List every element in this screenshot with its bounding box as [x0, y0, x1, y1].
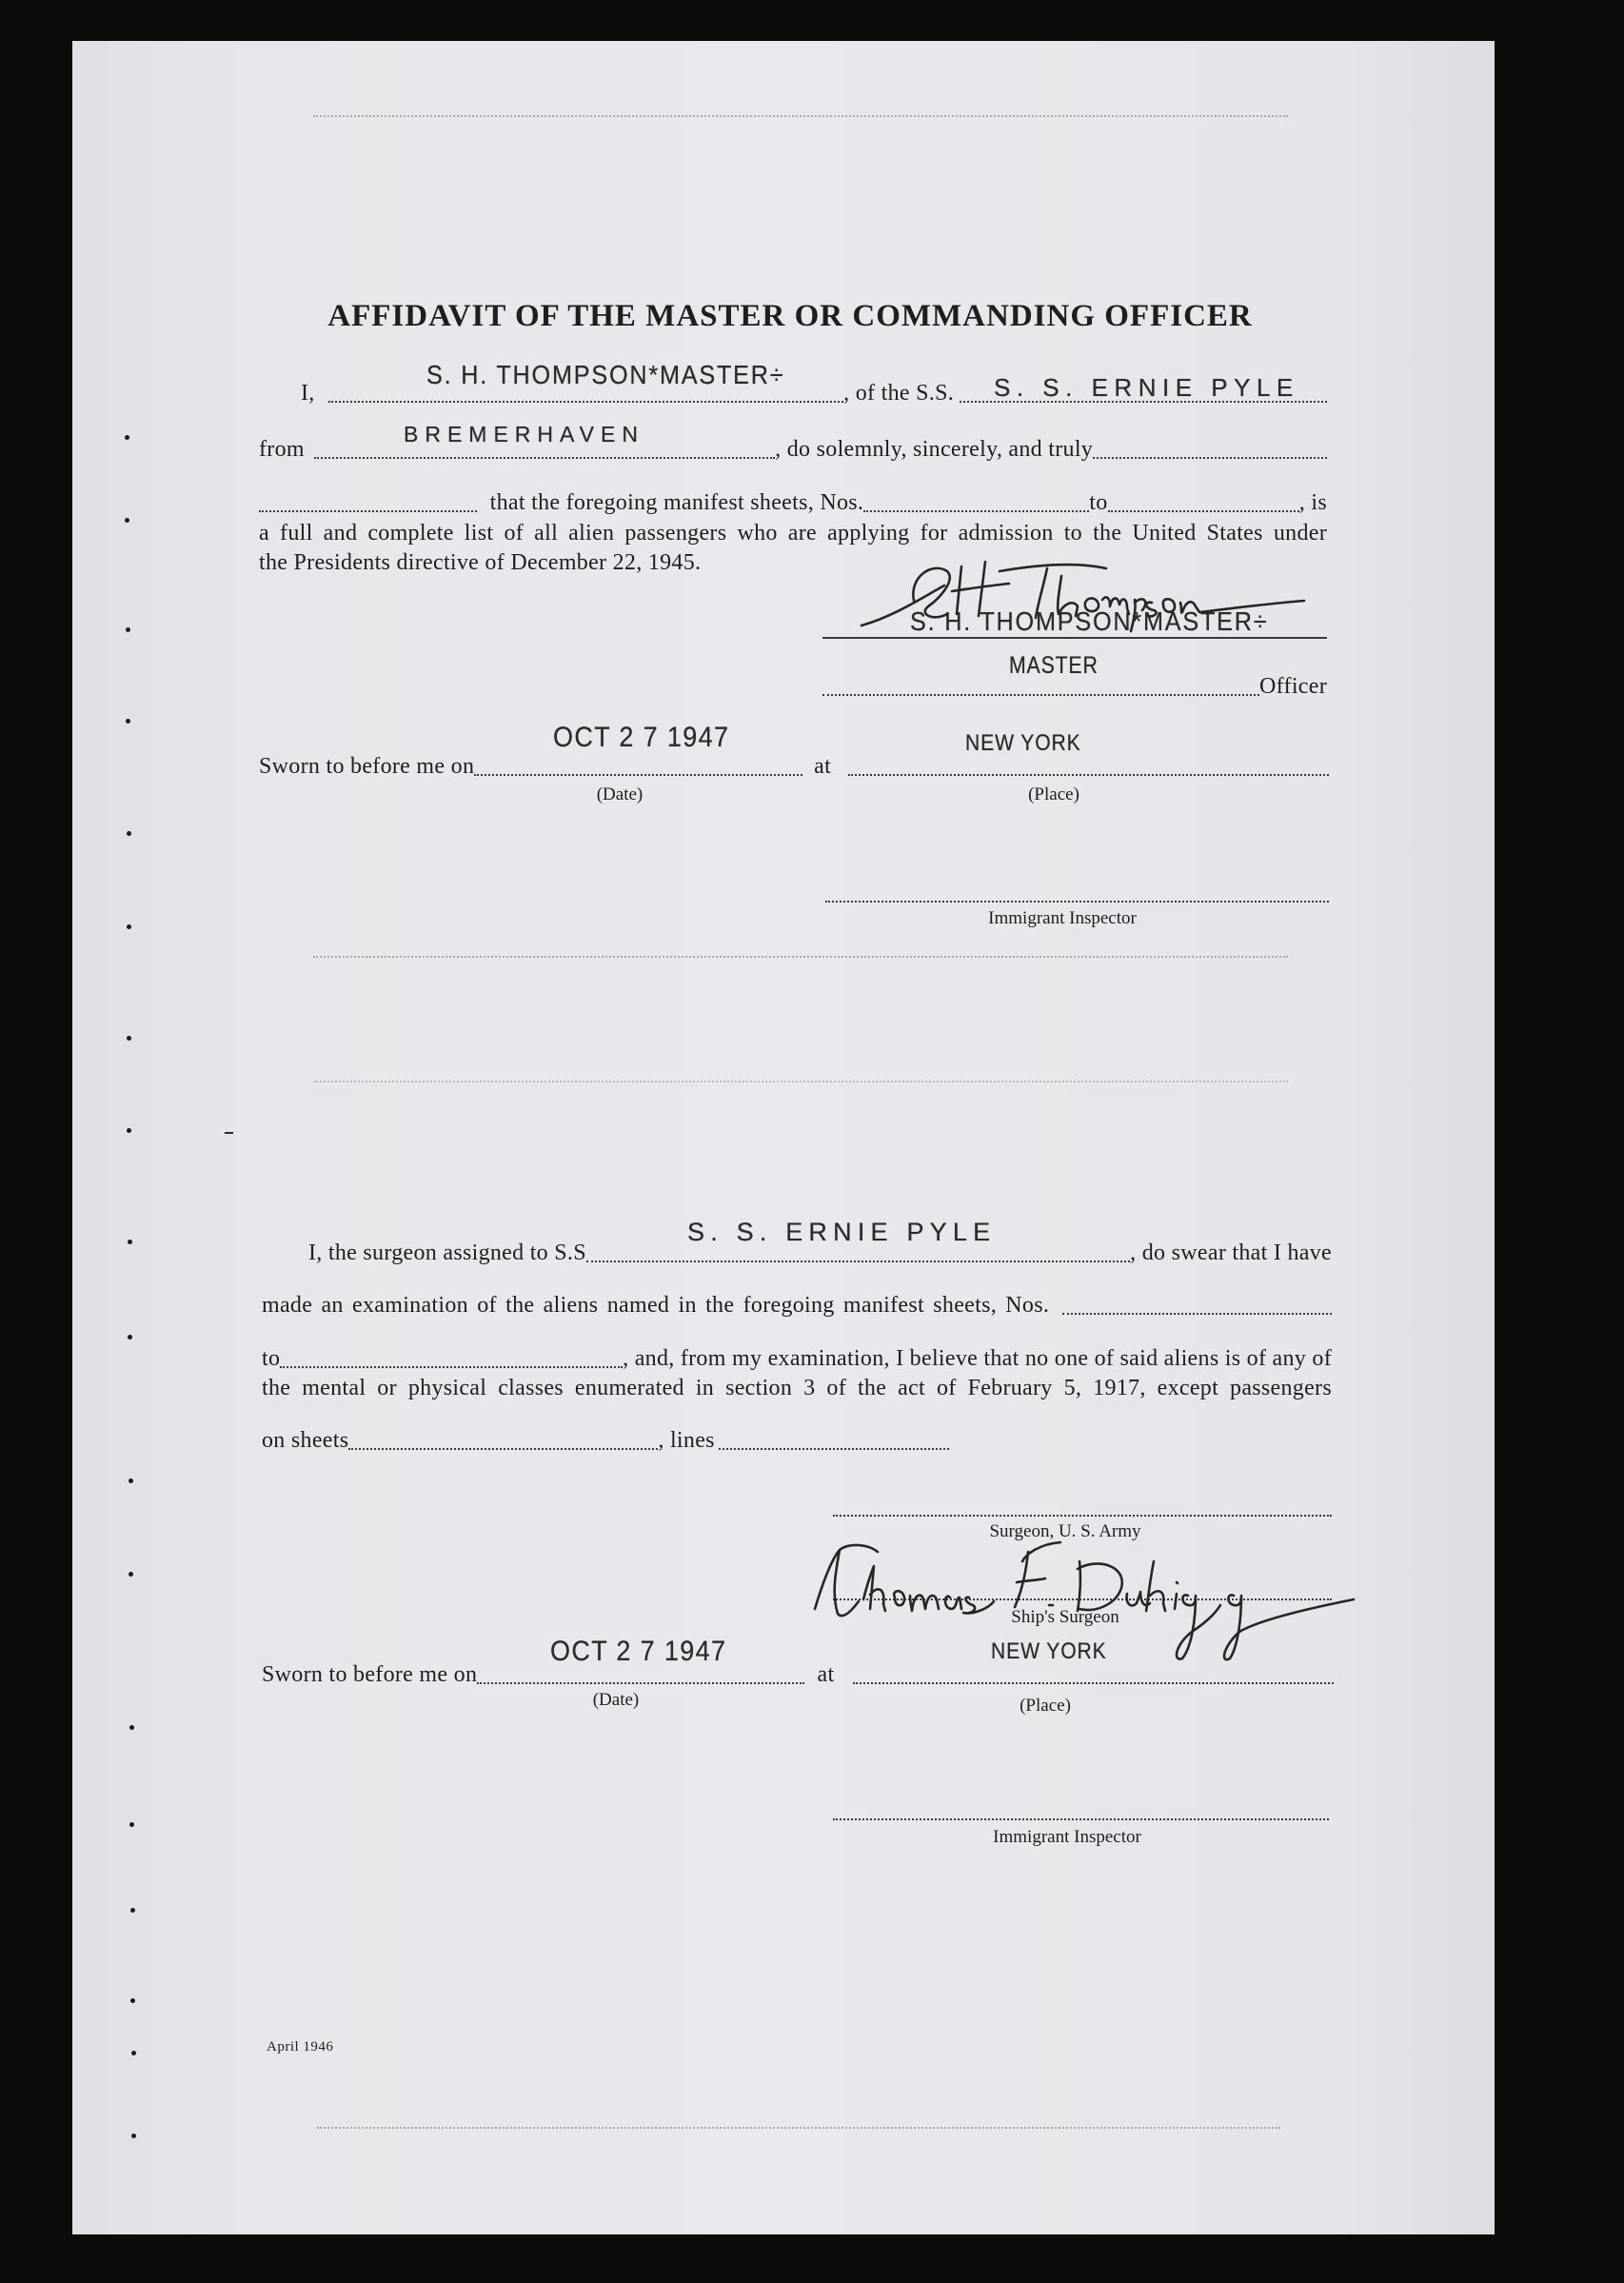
sworn-label: Sworn to before me on — [259, 754, 475, 779]
solemnly-label: , do solemnly, sincerely, and truly — [775, 437, 1094, 462]
surgeon-ship-leader — [586, 1261, 1130, 1262]
master-sworn-place-entry: NEW YORK — [965, 730, 1081, 756]
master-rank-entry: MASTER — [1009, 652, 1099, 679]
surgeon-sworn-place-leader — [853, 1682, 1334, 1684]
inspector-label: Immigrant Inspector — [988, 908, 1137, 928]
margin-speck — [128, 1240, 132, 1244]
oath-continuation-leader — [259, 510, 477, 512]
form-edition: April 1946 — [267, 2039, 334, 2055]
examination-text: made an examination of the aliens named in the foregoing manifest sheets, Nos. — [262, 1293, 1050, 1318]
surgeon-inspector-signature-line — [833, 1818, 1329, 1820]
margin-speck — [129, 1572, 133, 1577]
master-sworn-line — [259, 753, 1329, 780]
at-label: at — [814, 754, 832, 779]
margin-speck — [129, 1725, 134, 1730]
surgeon-assigned-label: I, the surgeon assigned to S.S — [308, 1241, 586, 1265]
margin-dash — [225, 1132, 233, 1134]
sheets-from-leader — [863, 510, 1089, 512]
margin-speck — [131, 2134, 136, 2138]
exception-sheets-leader — [348, 1448, 658, 1450]
surgeon-signature — [811, 1533, 1358, 1666]
exception-lines-leader — [719, 1448, 949, 1450]
bottom-dotted-rule — [317, 2127, 1280, 2129]
margin-speck — [129, 1822, 134, 1827]
exam-sheets-from-leader — [1062, 1313, 1332, 1315]
surgeon-inspector-label: Immigrant Inspector — [993, 1827, 1141, 1847]
is-label: , is — [1298, 490, 1327, 515]
margin-speck — [128, 1335, 132, 1340]
exam-sheets-to-leader — [280, 1366, 623, 1368]
inspector-signature-line — [825, 901, 1329, 903]
surgeon-at-label: at — [817, 1662, 835, 1687]
i-label: I, — [301, 381, 315, 406]
sworn-place-leader — [848, 774, 1329, 776]
officer-label: Officer — [1259, 674, 1327, 699]
ship-name-entry: S. S. ERNIE PYLE — [994, 373, 1299, 402]
port-leader — [314, 457, 775, 459]
on-sheets-label: on sheets — [262, 1428, 349, 1453]
margin-speck — [130, 1908, 135, 1913]
margin-speck — [130, 1998, 135, 2003]
master-signature — [857, 547, 1323, 635]
oath-leader — [1093, 457, 1327, 459]
manifest-label: that the foregoing manifest sheets, Nos. — [489, 490, 864, 515]
top-dotted-rule — [313, 115, 1288, 117]
to-label: to — [1089, 490, 1108, 515]
signature-rule — [822, 637, 1327, 639]
belief-line — [262, 1345, 1332, 1372]
from-label: from — [259, 437, 305, 462]
sworn-date-leader — [474, 774, 802, 776]
swear-label: , do swear that I have — [1130, 1241, 1332, 1265]
surgeon-sworn-date-stamp: OCT 2 7 1947 — [550, 1636, 727, 1667]
manifest-sheets-line — [259, 489, 1327, 516]
surgeon-to-label: to — [262, 1346, 281, 1371]
surgeon-date-caption: (Date) — [592, 1690, 640, 1710]
margin-speck — [126, 627, 130, 632]
officer-leader — [822, 694, 1259, 696]
place-caption: (Place) — [1028, 784, 1079, 804]
margin-speck — [126, 719, 130, 724]
master-name-entry: S. H. THOMPSON*MASTER÷ — [426, 360, 785, 389]
sheets-to-leader — [1108, 510, 1299, 512]
ships-surgeon-label: Ship's Surgeon — [1011, 1607, 1119, 1627]
margin-speck — [131, 2051, 136, 2055]
surgeon-sworn-date-leader — [477, 1682, 803, 1684]
form-title: AFFIDAVIT OF THE MASTER OR COMMANDING OFFICER — [327, 299, 1253, 333]
surgeon-place-caption: (Place) — [1020, 1696, 1071, 1716]
surgeon-sworn-place-entry: NEW YORK — [991, 1638, 1107, 1664]
master-name-leader — [328, 401, 844, 403]
belief-text: , and, from my examination, I believe that no one of said aliens is of any of — [623, 1346, 1332, 1371]
margin-speck — [127, 1036, 131, 1041]
master-name-stamp: S. H. THOMPSON*MASTER÷ — [910, 606, 1269, 636]
margin-speck — [129, 1479, 133, 1483]
army-surgeon-label: Surgeon, U. S. Army — [989, 1521, 1141, 1541]
margin-speck — [127, 1128, 131, 1133]
port-entry: BREMERHAVEN — [404, 422, 644, 447]
margin-speck — [125, 518, 129, 523]
date-caption: (Date) — [596, 784, 644, 804]
section-divider-rule — [313, 956, 1288, 958]
margin-speck — [125, 435, 129, 440]
of-ship-label: , of the S.S. — [843, 381, 955, 406]
exceptions-line — [262, 1427, 949, 1454]
army-surgeon-signature-line — [833, 1515, 1332, 1517]
margin-speck — [127, 831, 131, 836]
examination-line — [262, 1292, 1332, 1319]
margin-speck — [127, 924, 131, 929]
surgeon-sworn-label: Sworn to before me on — [262, 1662, 478, 1687]
classes-text: the mental or physical classes enumerated in section 3 of the act of February 5, 1917, except passengers — [262, 1376, 1332, 1400]
directive-text: the Presidents directive of December 22, 1945. — [259, 550, 702, 575]
surgeon-ship-entry: S. S. ERNIE PYLE — [687, 1218, 997, 1246]
section-divider-rule — [313, 1081, 1288, 1082]
master-sworn-date-stamp: OCT 2 7 1947 — [553, 722, 730, 753]
full-list-text: a full and complete list of all alien passengers who are applying for admission to the United States under — [259, 521, 1327, 546]
lines-label: , lines — [658, 1428, 715, 1453]
